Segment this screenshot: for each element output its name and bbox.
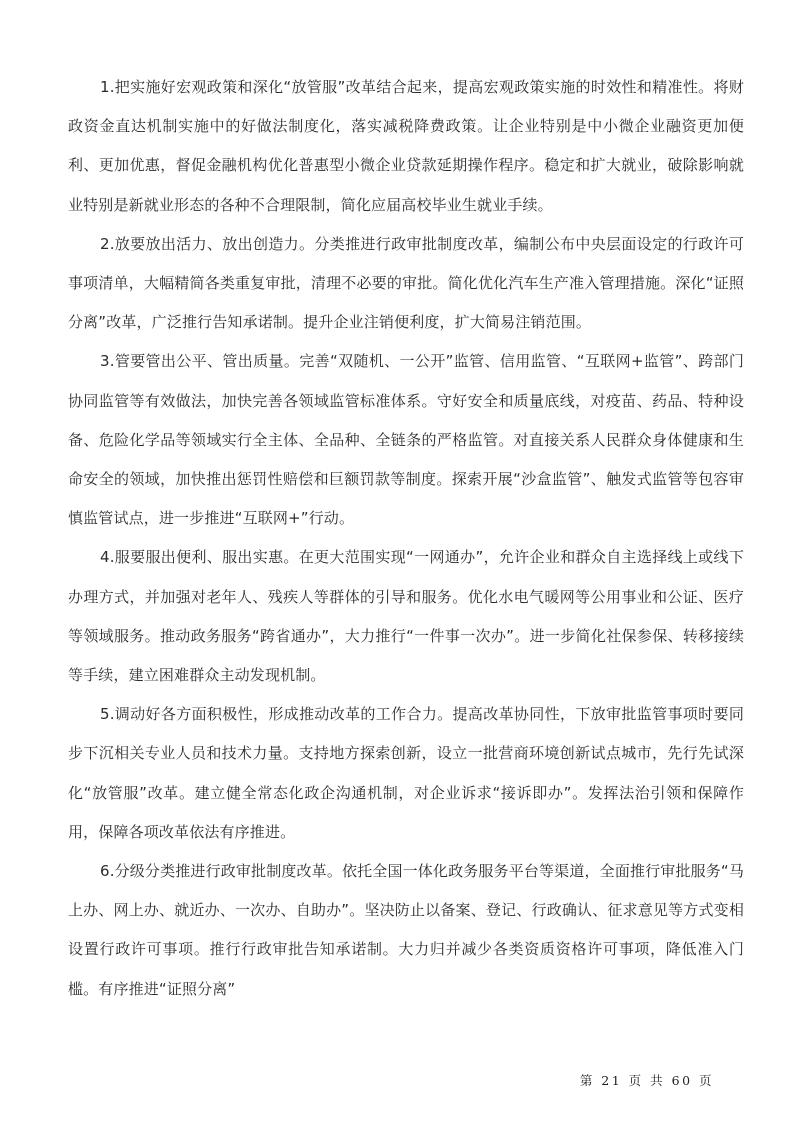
body-text: [68, 68, 744, 1009]
page-number-label: 第 21 页 共 60 页: [579, 1073, 714, 1088]
paragraph-1: 1.把实施好宏观政策和深化“放管服”改革结合起来，提高宏观政策实施的时效性和精准性。将财政资金直达机制实施中的好做法制度化，落实减税降费政策。让企业特别是中小微企业融资更加便利、更加优惠，督促金融机构优化普惠型小微企业贷款延期操作程序。稳定和扩大就业，破除影响就业特别是新就业形态的各种不合理限制，简化应届高校毕业生就业手续。: [68, 78, 744, 214]
paragraph-4: 4.服要服出便利、服出实惠。在更大范围实现“一网通办”，允许企业和群众自主选择线上或线下办理方式，并加强对老年人、残疾人等群体的引导和服务。优化水电气暖网等公用事业和公证、医疗等领域服务。推动政务服务“跨省通办”，大力推行“一件事一次办”。进一步简化社保参保、转移接续等手续，建立困难群众主动发现机制。: [68, 548, 744, 685]
paragraph-3: 3.管要管出公平、管出质量。完善“双随机、一公开”监管、信用监管、“互联网+监管”、跨部门协同监管等有效做法，加快完善各领域监管标准体系。守好安全和质量底线，对疫苗、药品、特种设备、危险化学品等领域实行全主体、全品种、全链条的严格监管。对直接关系人民群众身体健康和生命安全的领域，加快推出惩罚性赔偿和巨额罚款等制度。探索开展“沙盒监管”、触发式监管等包容审慎监管试点，进一步推进“互联网+”行动。: [68, 352, 744, 528]
page-number: [580, 1071, 714, 1089]
paragraph-6: 6.分级分类推进行政审批制度改革。依托全国一体化政务服务平台等渠道，全面推行审批服务“马上办、网上办、就近办、一次办、自助办”。坚决防止以备案、登记、行政确认、征求意见等方式变相设置行政许可事项。推行行政审批告知承诺制。大力归并减少各类资质资格许可事项，降低准入门槛。有序推进“证照分离”: [68, 862, 744, 998]
paragraph-5: 5.调动好各方面积极性，形成推动改革的工作合力。提高改革协同性，下放审批监管事项时要同步下沉相关专业人员和技术力量。支持地方探索创新，设立一批营商环境创新试点城市，先行先试深化“放管服”改革。建立健全常态化政企沟通机制，对企业诉求“接诉即办”。发挥法治引领和保障作用，保障各项改革依法有序推进。: [68, 705, 744, 841]
paragraph-2: 2.放要放出活力、放出创造力。分类推进行政审批制度改革，编制公布中央层面设定的行政许可事项清单，大幅精简各类重复审批，清理不必要的审批。简化优化汽车生产准入管理措施。深化“证照分离”改革，广泛推行告知承诺制。提升企业注销便利度，扩大简易注销范围。: [68, 234, 744, 332]
